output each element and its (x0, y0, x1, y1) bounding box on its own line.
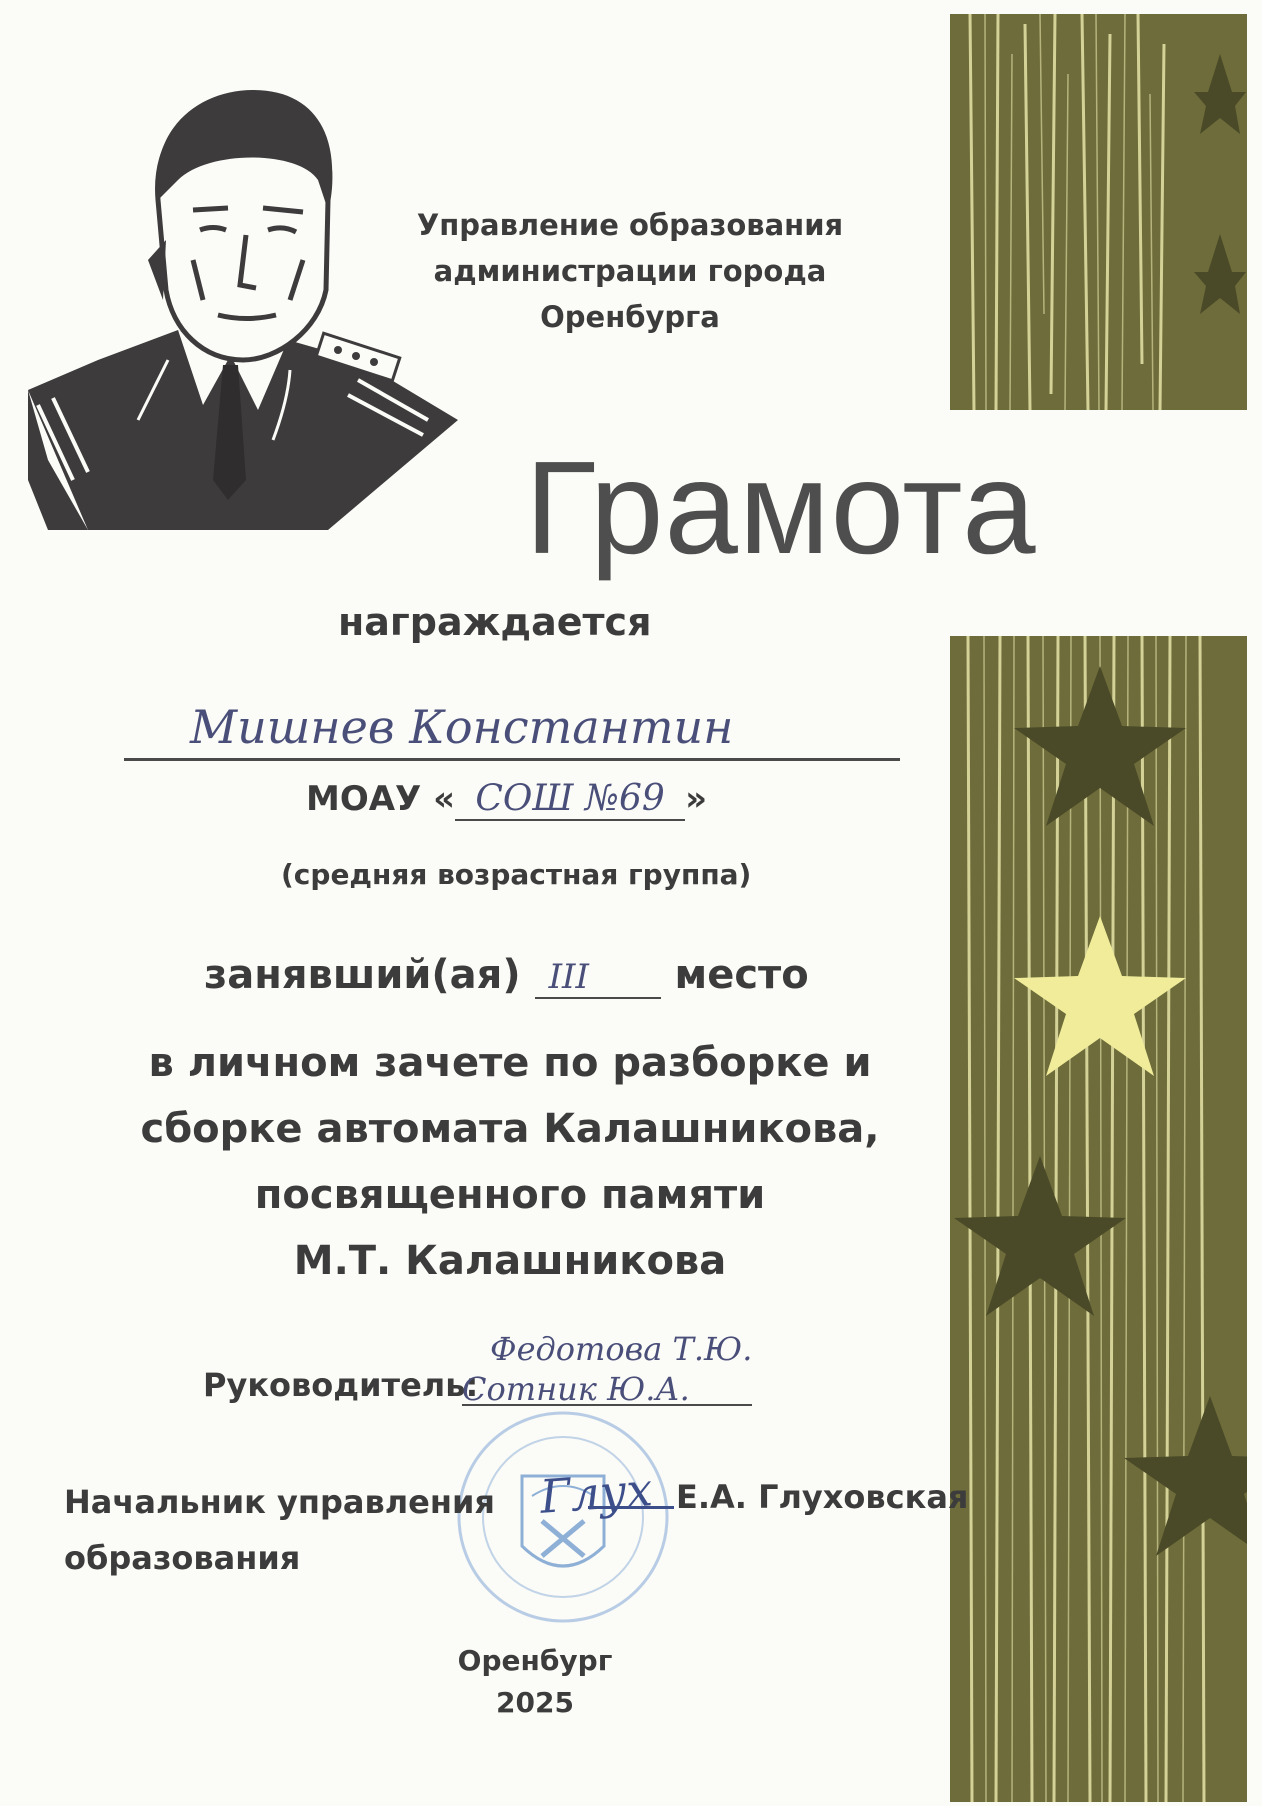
school-suffix: » (685, 779, 708, 819)
age-group: (средняя возрастная группа) (281, 858, 752, 891)
achievement-block (70, 1030, 950, 1294)
leader-label: Руководитель: (203, 1366, 479, 1404)
achievement-line-4: М.Т. Калашникова (293, 1238, 727, 1284)
decorative-stripe-bottom (950, 636, 1247, 1802)
footer-block (400, 1640, 670, 1724)
achievement-line-3: посвященного памяти (254, 1172, 766, 1218)
stripe-texture (950, 636, 1247, 1802)
place-line (204, 952, 809, 999)
leader-name-2: Сотник Ю.А. (462, 1370, 690, 1408)
issuer-line-2: администрации города Оренбурга (433, 254, 827, 334)
school-name: СОШ №69 (455, 778, 685, 821)
leader-name-1: Федотова Т.Ю. (490, 1330, 753, 1368)
awarded-label: награждается (338, 600, 652, 644)
issuer-line-1: Управление образования (416, 208, 844, 242)
footer-city: Оренбург (457, 1644, 613, 1677)
certificate-title: Грамота (525, 434, 1037, 581)
head-title-line-1: Начальник управления (64, 1483, 495, 1521)
head-title-line-2: образования (64, 1539, 301, 1577)
head-title (64, 1474, 495, 1586)
achievement-line-2: сборке автомата Калашникова, (140, 1106, 880, 1152)
recipient-name: Мишнев Константин (190, 700, 734, 754)
star-shape (1194, 54, 1246, 134)
decorative-stripe-top (950, 14, 1247, 410)
school-line (306, 778, 707, 821)
recipient-name-underline (124, 758, 900, 761)
stripe-texture (950, 14, 1247, 410)
issuer-block (340, 202, 920, 340)
head-name: Е.А. Глуховская (676, 1478, 969, 1516)
footer-year: 2025 (496, 1686, 574, 1719)
achievement-line-1: в личном зачете по разборке и (148, 1040, 872, 1086)
school-prefix: МОАУ « (306, 779, 456, 819)
place-prefix: занявший(ая) (204, 952, 521, 998)
place-value: III (535, 957, 661, 999)
signature-line (588, 1506, 674, 1509)
place-suffix: место (674, 952, 809, 998)
head-signature: Глух (538, 1462, 655, 1524)
